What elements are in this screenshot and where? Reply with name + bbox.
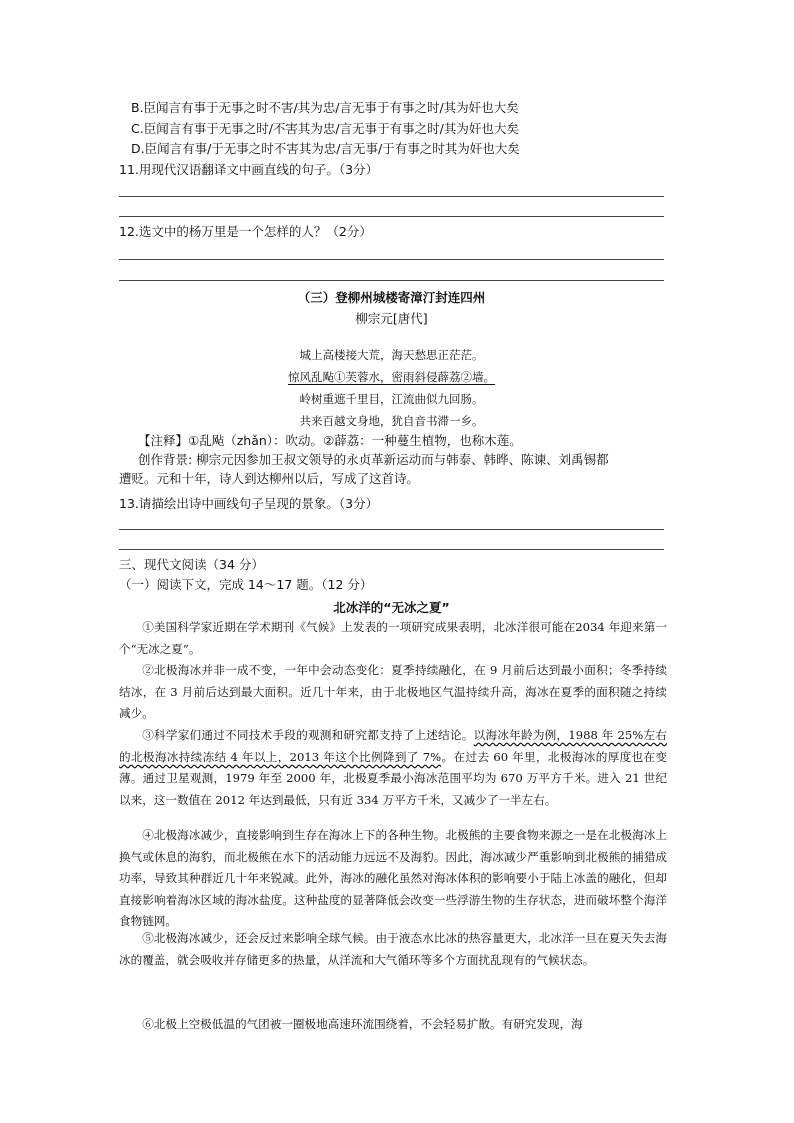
wavy-underlined-text: 以海冰年龄为例，1988 年 25%左右的北极海冰持续冻结 4 年以上，2013 年这个比例降到了 7% [119,728,667,764]
option-c: C.臣闻言有事于无事之时/不害其为忠/言无事于有事之时/其为奸也大矣 [131,121,519,136]
paragraph-2: ②北极海冰并非一成不变，一年中会动态变化：夏季持续融化，在 9 月前后达到最小面积；冬季持续结冰，在 3 月前后达到最大面积。近几十年来，由于北极地区气温持续升高，海冰在夏季的面积随之持续减少。 [119,663,667,721]
answer-line [119,216,664,217]
underlined-text: 惊风乱飐①芙蓉水，密雨斜侵薜荔②墙。 [288,370,495,384]
poem-line: 城上高楼接大荒，海天愁思正茫茫。 [299,348,484,362]
answer-line [119,259,664,260]
paragraph-4: ④北极海冰减少，直接影响到生存在海冰上下的各种生物。北极熊的主要食物来源之一是在北极海冰上换气或休息的海豹，而北极熊在水下的活动能力远远不及海豹。因此，海冰减少严重影响到北极熊的捕猎成功率，导致其种群近几十年来锐减。此外，海冰的融化虽然对海冰体积的影响要小于陆上冰盖的融化，但却直接影响着海冰区域的海冰盐度。这种盐度的显著降低会改变一些浮游生物的生存状态，进而破坏整个海洋食物链网。 [119,828,667,929]
answer-line [119,196,664,197]
paragraph-3 [119,725,667,811]
poem-background: 创作背景: 柳宗元因参加王叔文领导的永贞革新运动而与韩泰、韩晔、陈谏、刘禹锡都 [138,452,609,467]
paragraph-6: ⑥北极上空极低温的气团被一圈极地高速环流围绕着，不会轻易扩散。有研究发现，海 [142,1017,583,1031]
poem-title: （三）登柳州城楼寄漳汀封连四州 [297,290,486,305]
poem-line: 共来百越文身地，犹自音书滞一乡。 [299,414,484,428]
poem-author: 柳宗元[唐代] [355,311,428,326]
paragraph-text: 。在过去 60 年里，北极海冰的厚度也在变薄。通过卫星观测，1979 年至 2000 年，北极夏季最小海冰范围平均为 670 万平方千米。进入 21 世纪以来，这一数值在 2012 年达到最低，只有近 334 万平方千米，又减少了一半左右。 [119,749,667,807]
option-b: B.臣闻言有事于无事之时不害/其为忠/言无事于有事之时/其为奸也大矣 [131,100,519,115]
question-13: 13.请描绘出诗中画线句子呈现的景象。（3分） [119,496,379,511]
answer-line [119,549,664,550]
subsection-heading: （一）阅读下文，完成 14～17 题。（12 分） [119,577,373,592]
paragraph-5: ⑤北极海冰减少，还会反过来影响全球气候。由于液态水比冰的热容量更大，北冰洋一旦在夏天失去海冰的覆盖，就会吸收并存储更多的热量，从洋流和大气循环等多个方面扰乱现有的气候状态。 [119,931,667,967]
poem-line: 岭树重遮千里目，江流曲似九回肠。 [299,392,484,406]
paragraph-1: ①美国科学家近期在学术期刊《气候》上发表的一项研究成果表明，北冰洋很可能在2034 年迎来第一个“无冰之夏”。 [119,620,667,656]
section-heading: 三、现代文阅读（34 分） [119,557,264,572]
paragraph-text: ③科学家们通过不同技术手段的观测和研究都支持了上述结论。 [142,728,474,742]
poem-note: 【注释】①乱飐（zhǎn）：吹动。②薜荔：一种蔓生植物，也称木莲。 [138,433,522,448]
poem-background: 遭贬。元和十年，诗人到达柳州以后，写成了这首诗。 [119,471,420,486]
poem-line-underlined [119,369,664,385]
option-d: D.臣闻言有事/于无事之时不害其为忠/言无事/于有事之时其为奸也大矣 [131,141,520,156]
question-11: 11.用现代汉语翻译文中画直线的句子。（3分） [119,162,379,177]
answer-line [119,529,664,530]
answer-line [119,280,664,281]
question-12: 12.选文中的杨万里是一个怎样的人？（2分） [119,224,372,239]
article-title: 北冰洋的“无冰之夏” [333,600,450,615]
